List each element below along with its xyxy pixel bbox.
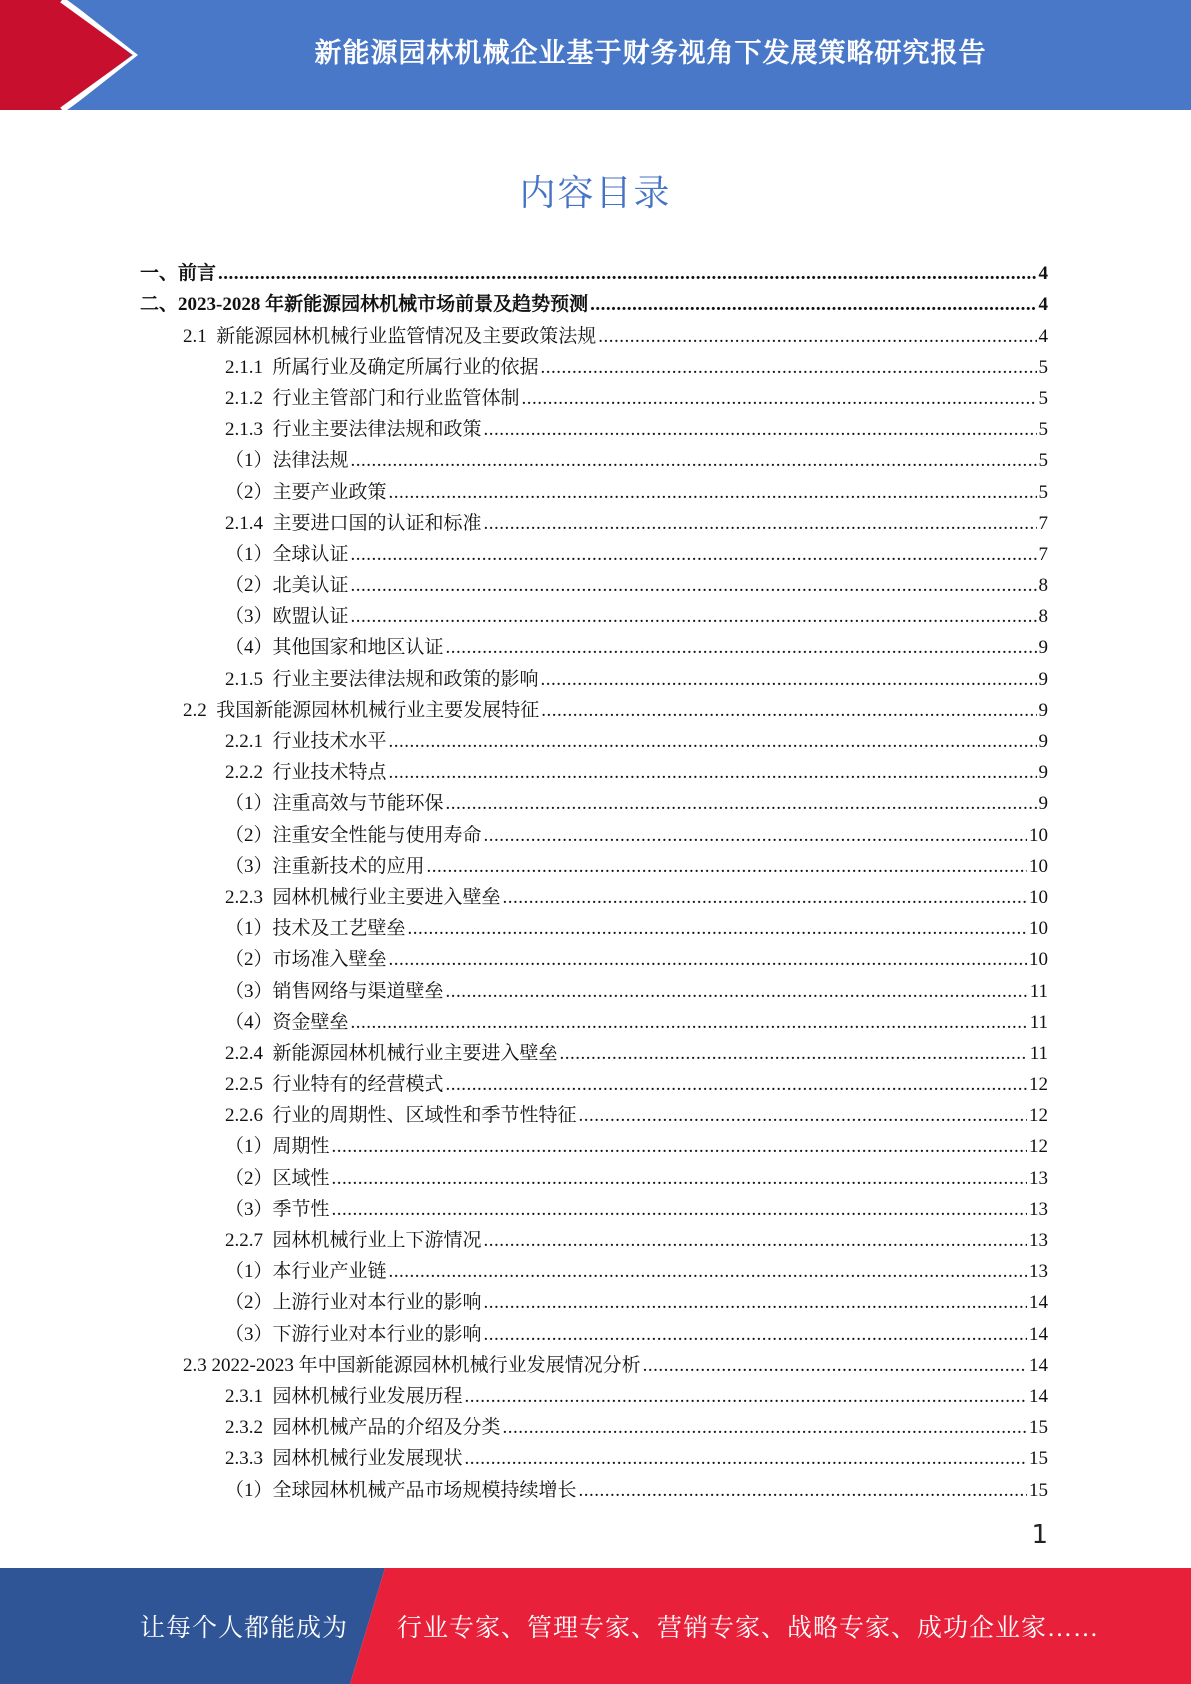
toc-entry[interactable]: [140, 1409, 1048, 1440]
toc-entry[interactable]: [140, 1222, 1048, 1253]
toc-entry-page: 11: [1029, 1011, 1048, 1033]
toc-leader-dots: [351, 574, 1037, 598]
toc-entry[interactable]: [140, 1315, 1048, 1346]
toc-leader-dots: [351, 449, 1037, 473]
toc-leader-dots: [446, 636, 1037, 660]
toc-entry[interactable]: [140, 1284, 1048, 1315]
toc-entry[interactable]: [140, 1159, 1048, 1190]
toc-entry-label: （4）其他国家和地区认证: [225, 637, 444, 659]
toc-entry-label: （2）市场准入壁垒: [225, 949, 387, 971]
toc-entry[interactable]: [140, 660, 1048, 691]
toc-entry-label: （1）注重高效与节能环保: [225, 793, 444, 815]
toc-entry-label: （1）法律法规: [225, 450, 349, 472]
toc-entry-page: 11: [1029, 1042, 1048, 1064]
toc-entry-page: 4: [1038, 325, 1048, 347]
toc-entry[interactable]: [140, 1191, 1048, 1222]
toc-entry-page: 15: [1029, 1417, 1048, 1439]
toc-entry-page: 10: [1029, 918, 1048, 940]
toc-leader-dots: [389, 1260, 1027, 1284]
page-number: 1: [1031, 1520, 1048, 1550]
toc-entry-label: （1）周期性: [225, 1136, 330, 1158]
toc-leader-dots: [465, 1385, 1027, 1409]
toc-entry-page: 5: [1038, 387, 1048, 409]
toc-entry-label: 2.3.3 园林机械行业发展现状: [225, 1448, 463, 1470]
toc-entry[interactable]: [140, 692, 1048, 723]
toc-entry-page: 13: [1029, 1261, 1048, 1283]
toc-leader-dots: [503, 1416, 1027, 1440]
toc-entry-label: 一、前言: [140, 263, 217, 285]
toc-entry-label: 2.2 我国新能源园林机械行业主要发展特征: [183, 699, 540, 721]
toc-entry[interactable]: [140, 1471, 1048, 1502]
toc-leader-dots: [484, 1229, 1027, 1253]
toc-entry-page: 5: [1038, 356, 1048, 378]
toc-entry-label: 2.2.6 行业的周期性、区域性和季节性特征: [225, 1105, 577, 1127]
toc-entry[interactable]: [140, 567, 1048, 598]
toc-leader-dots: [579, 1479, 1027, 1503]
toc-entry-page: 14: [1029, 1354, 1048, 1376]
toc-entry-label: （2）注重安全性能与使用寿命: [225, 824, 482, 846]
toc-entry[interactable]: [140, 723, 1048, 754]
toc-entry[interactable]: [140, 380, 1048, 411]
toc-entry[interactable]: [140, 1378, 1048, 1409]
toc-leader-dots: [484, 1291, 1027, 1315]
toc-leader-dots: [579, 1104, 1027, 1128]
toc-entry-label: 2.1.3 行业主要法律法规和政策: [225, 419, 482, 441]
toc-entry-label: （3）销售网络与渠道壁垒: [225, 980, 444, 1002]
toc-entry-page: 10: [1029, 886, 1048, 908]
toc-entry[interactable]: [140, 848, 1048, 879]
toc-entry[interactable]: [140, 473, 1048, 504]
toc-leader-dots: [446, 980, 1028, 1004]
toc-entry-page: 9: [1038, 731, 1048, 752]
toc-leader-dots: [541, 668, 1037, 692]
toc-leader-dots: [351, 605, 1037, 629]
toc-entry-label: 2.3.1 园林机械行业发展历程: [225, 1385, 463, 1407]
toc-entry-label: （3）下游行业对本行业的影响: [225, 1323, 482, 1345]
toc-entry-page: 10: [1029, 855, 1048, 877]
toc-entry-page: 9: [1038, 668, 1048, 690]
toc-entry-page: 4: [1038, 294, 1048, 316]
toc-leader-dots: [465, 1447, 1027, 1471]
toc-entry-label: 2.2.1 行业技术水平: [225, 731, 387, 752]
toc-leader-dots: [446, 1073, 1027, 1097]
toc-entry-label: （3）欧盟认证: [225, 606, 349, 628]
toc-entry[interactable]: [140, 598, 1048, 629]
toc-leader-dots: [541, 356, 1037, 380]
toc-leader-dots: [484, 1323, 1027, 1347]
toc-leader-dots: [389, 761, 1037, 785]
toc-entry-page: 9: [1038, 699, 1048, 721]
toc-entry-label: 2.2.4 新能源园林机械行业主要进入壁垒: [225, 1042, 558, 1064]
toc-entry[interactable]: [140, 349, 1048, 380]
toc-leader-dots: [332, 1198, 1027, 1222]
toc-entry-page: 13: [1029, 1167, 1048, 1189]
toc-leader-dots: [389, 948, 1027, 972]
toc-entry-label: （2）区域性: [225, 1167, 330, 1189]
footer-slogan-right: 行业专家、管理专家、营销专家、战略专家、成功企业家……: [397, 1615, 1100, 1642]
toc-entry-page: 5: [1038, 481, 1048, 503]
toc-entry-label: （2）北美认证: [225, 575, 349, 597]
toc-entry-page: 9: [1038, 793, 1048, 815]
toc-leader-dots: [643, 1354, 1027, 1378]
toc-entry-page: 11: [1029, 980, 1048, 1002]
toc-entry-label: 2.1.5 行业主要法律法规和政策的影响: [225, 668, 539, 690]
toc-entry-page: 9: [1038, 637, 1048, 659]
toc-entry[interactable]: [140, 1035, 1048, 1066]
toc-entry-page: 13: [1029, 1198, 1048, 1220]
toc-entry-label: （3）注重新技术的应用: [225, 855, 425, 877]
page-footer-band: [0, 1568, 1191, 1684]
toc-entry[interactable]: [140, 879, 1048, 910]
toc-leader-dots: [332, 1135, 1027, 1159]
toc-entry-page: 14: [1029, 1323, 1048, 1345]
toc-entry-label: 2.3.2 园林机械产品的介绍及分类: [225, 1417, 501, 1439]
toc-leader-dots: [560, 1042, 1028, 1066]
toc-entry-label: 2.3 2022-2023 年中国新能源园林机械行业发展情况分析: [183, 1354, 641, 1376]
toc-entry-label: （1）技术及工艺壁垒: [225, 918, 406, 940]
toc-leader-dots: [484, 418, 1037, 442]
toc-entry-label: （2）上游行业对本行业的影响: [225, 1292, 482, 1314]
toc-leader-dots: [522, 387, 1037, 411]
toc-entry-label: 2.1.4 主要进口国的认证和标准: [225, 512, 482, 534]
toc-entry-page: 13: [1029, 1230, 1048, 1251]
toc-entry-label: （4）资金壁垒: [225, 1011, 349, 1033]
toc-entry-page: 4: [1038, 263, 1048, 285]
toc-leader-dots: [598, 325, 1036, 349]
toc-entry-page: 5: [1038, 419, 1048, 441]
footer-slogan-left: 让每个人都能成为: [140, 1615, 349, 1642]
toc-heading: 内容目录: [519, 173, 672, 214]
toc-leader-dots: [218, 262, 1036, 286]
toc-leader-dots: [389, 730, 1037, 754]
toc-entry[interactable]: [140, 536, 1048, 567]
toc-entry[interactable]: [140, 754, 1048, 785]
toc-entry-page: 8: [1038, 575, 1048, 597]
toc-entry[interactable]: [140, 785, 1048, 816]
toc-leader-dots: [389, 481, 1037, 505]
toc-entry-label: （1）全球认证: [225, 543, 349, 565]
toc-entry[interactable]: [140, 1347, 1048, 1378]
toc-entry-page: 7: [1038, 543, 1048, 565]
toc-entry[interactable]: [140, 816, 1048, 847]
toc-entry-page: 14: [1029, 1385, 1048, 1407]
toc-entry-page: 12: [1029, 1105, 1048, 1127]
toc-leader-dots: [332, 1167, 1027, 1191]
toc-entry[interactable]: [140, 442, 1048, 473]
toc-entry[interactable]: [140, 1097, 1048, 1128]
toc-entry[interactable]: [140, 505, 1048, 536]
toc-entry[interactable]: [140, 972, 1048, 1003]
toc-entry-label: （1）全球园林机械产品市场规模持续增长: [225, 1479, 577, 1501]
toc-entry-label: （2）主要产业政策: [225, 481, 387, 503]
toc-entry-page: 5: [1038, 450, 1048, 472]
toc-entry[interactable]: [140, 1440, 1048, 1471]
toc-entry-label: 2.2.3 园林机械行业主要进入壁垒: [225, 886, 501, 908]
toc-entry-label: 2.2.7 园林机械行业上下游情况: [225, 1230, 482, 1251]
toc-leader-dots: [541, 699, 1036, 723]
toc-entry[interactable]: [140, 1253, 1048, 1284]
toc-entry-label: 2.2.5 行业特有的经营模式: [225, 1074, 444, 1096]
toc-entry[interactable]: [140, 255, 1048, 286]
toc-entry[interactable]: [140, 286, 1048, 317]
toc-entry-label: 2.2.2 行业技术特点: [225, 762, 387, 784]
toc-entry-label: （3）季节性: [225, 1198, 330, 1220]
toc-entry[interactable]: [140, 411, 1048, 442]
toc-entry-label: （1）本行业产业链: [225, 1261, 387, 1283]
toc-entry-page: 15: [1029, 1479, 1048, 1501]
toc-entry[interactable]: [140, 941, 1048, 972]
toc-entry[interactable]: [140, 1004, 1048, 1035]
toc-leader-dots: [590, 293, 1036, 317]
toc-entry-label: 二、2023-2028 年新能源园林机械市场前景及趋势预测: [140, 294, 589, 316]
toc-entry-page: 7: [1038, 512, 1048, 534]
table-of-contents: [140, 255, 1048, 1503]
toc-entry-page: 15: [1029, 1448, 1048, 1470]
toc-leader-dots: [351, 1011, 1028, 1035]
toc-entry-page: 12: [1029, 1074, 1048, 1096]
toc-entry-page: 9: [1038, 762, 1048, 784]
toc-leader-dots: [484, 512, 1037, 536]
toc-entry-label: 2.1.1 所属行业及确定所属行业的依据: [225, 356, 539, 378]
toc-entry[interactable]: [140, 1066, 1048, 1097]
toc-entry-page: 14: [1029, 1292, 1048, 1314]
toc-entry-page: 10: [1029, 949, 1048, 971]
toc-leader-dots: [484, 824, 1027, 848]
toc-leader-dots: [446, 792, 1037, 816]
toc-leader-dots: [408, 917, 1027, 941]
report-title: 新能源园林机械企业基于财务视角下发展策略研究报告: [314, 37, 987, 69]
page-header-band: [0, 0, 1191, 110]
toc-entry-page: 10: [1029, 824, 1048, 846]
toc-entry-label: 2.1.2 行业主管部门和行业监管体制: [225, 387, 520, 409]
toc-entry[interactable]: [140, 629, 1048, 660]
toc-entry-label: 2.1 新能源园林机械行业监管情况及主要政策法规: [183, 325, 597, 347]
toc-leader-dots: [503, 886, 1027, 910]
toc-entry-page: 12: [1029, 1136, 1048, 1158]
toc-entry[interactable]: [140, 910, 1048, 941]
header-arrow-decoration: [0, 0, 160, 110]
toc-entry[interactable]: [140, 1128, 1048, 1159]
toc-entry[interactable]: [140, 317, 1048, 348]
toc-leader-dots: [351, 543, 1037, 567]
toc-entry-page: 8: [1038, 606, 1048, 628]
toc-leader-dots: [427, 855, 1027, 879]
